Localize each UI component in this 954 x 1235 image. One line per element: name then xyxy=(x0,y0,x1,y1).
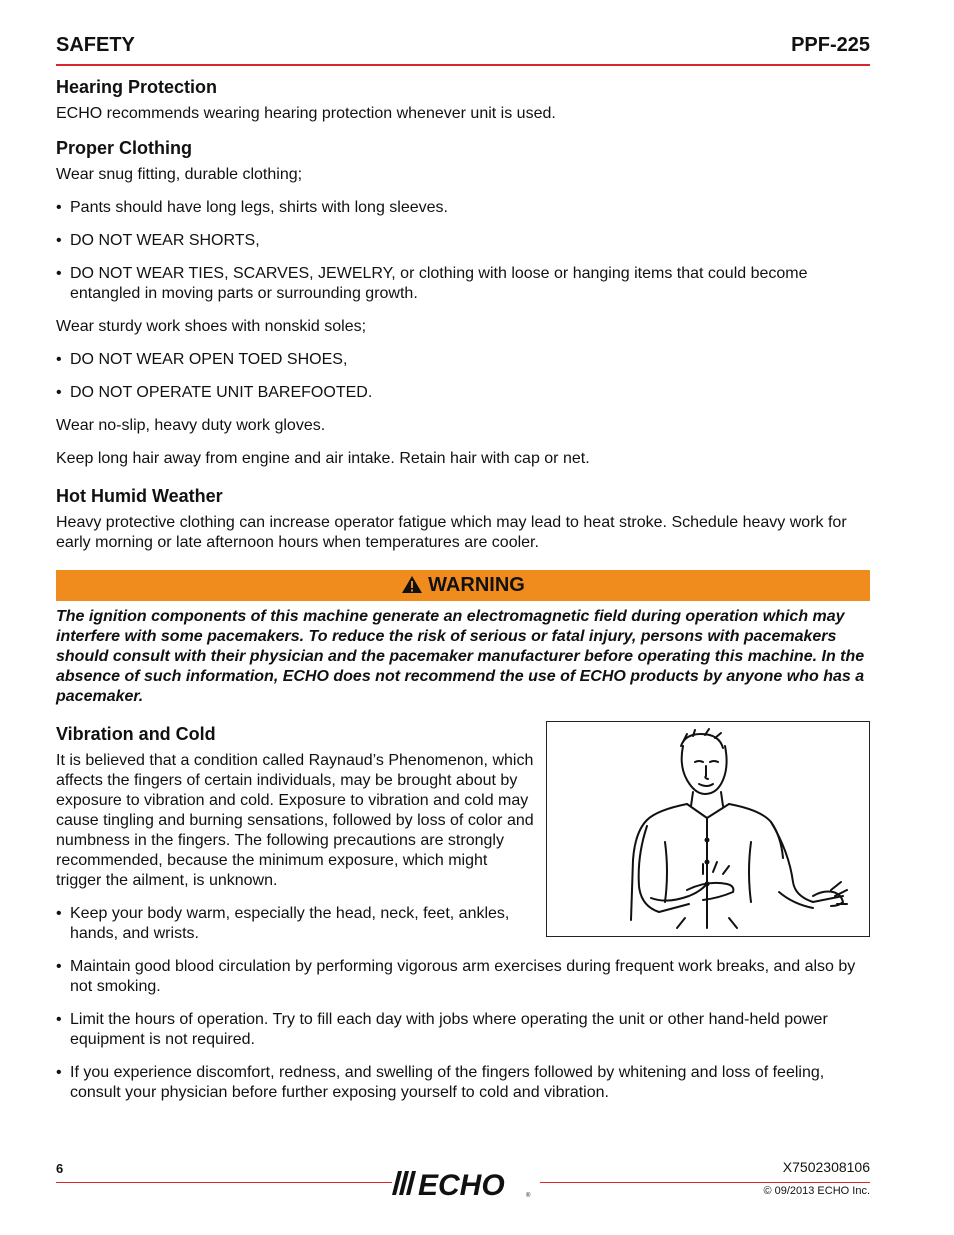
gloves-text: Wear no-slip, heavy duty work gloves. xyxy=(56,417,326,434)
list-item: • Limit the hours of operation. Try to fill each day with jobs where operating the unit or other hand-held power equipment is not required. xyxy=(56,1011,828,1048)
echo-logo xyxy=(392,1167,540,1199)
shoes-text: Wear sturdy work shoes with nonskid soles; xyxy=(56,318,367,335)
list-item: • DO NOT WEAR SHORTS, xyxy=(56,232,260,249)
bullet-icon: • xyxy=(56,199,62,216)
echo-logo-mark xyxy=(392,1167,540,1199)
vibration-heading: Vibration and Cold xyxy=(56,724,216,744)
page-number: 6 xyxy=(56,1161,64,1176)
list-item: • Maintain good blood circulation by performing vigorous arm exercises during frequent work breaks, and also by not smoking. xyxy=(56,958,856,995)
warning-banner xyxy=(56,570,870,601)
warning-label: WARNING xyxy=(428,574,525,596)
raynauds-illustration xyxy=(546,721,870,937)
svg-text:®: ® xyxy=(526,1193,531,1199)
part-number: X7502308106 xyxy=(782,1159,870,1175)
bullet-icon: • xyxy=(56,905,62,922)
hair-text: Keep long hair away from engine and air intake. Retain hair with cap or net. xyxy=(56,450,590,467)
vibration-text: It is believed that a condition called Raynaud’s Phenomenon, which affects the fingers of certain individuals, may be brought about by exposure to vibration and cold. Exposure to vibration and cold may cause tingling and burning sensations, followed by loss of color and numbness in the fingers. The following precautions are strongly recommended, because the minimum exposure, which might trigger the ailment, is unknown. xyxy=(56,752,534,889)
bullet-icon: • xyxy=(56,351,62,368)
bullet-icon: • xyxy=(56,232,62,249)
list-item: • Keep your body warm, especially the head, neck, feet, ankles, hands, and wrists. xyxy=(56,905,510,942)
copyright: © 09/2013 ECHO Inc. xyxy=(763,1185,870,1197)
bullet-icon: • xyxy=(56,1011,62,1028)
page-content xyxy=(56,76,870,1116)
list-item: • Pants should have long legs, shirts with long sleeves. xyxy=(56,199,448,216)
shoes-list xyxy=(56,350,870,403)
bullet-icon: • xyxy=(56,1064,62,1081)
clothing-intro: Wear snug fitting, durable clothing; xyxy=(56,166,303,183)
list-item: • DO NOT OPERATE UNIT BAREFOOTED. xyxy=(56,384,373,401)
bullet-icon: • xyxy=(56,265,62,282)
list-item: • If you experience discomfort, redness, and swelling of the fingers followed by whitening and loss of feeling, consult your physician before further exposing yourself to cold and vibration. xyxy=(56,1064,825,1101)
model-number: PPF-225 xyxy=(791,34,870,56)
page-header xyxy=(56,34,870,66)
vibration-section xyxy=(56,723,870,1103)
section-title: SAFETY xyxy=(56,34,135,56)
vibration-list xyxy=(56,957,870,1103)
warning-text: The ignition components of this machine generate an electromagnetic field during operation which may interfere with some pacemakers. To reduce the risk of serious or fatal injury, persons with pacemakers should consult with their physician and the pacemaker manufacturer before operating this machine. In the absence of such information, ECHO does not recommend the use of ECHO products by anyone who has a pacemaker. xyxy=(56,608,865,705)
clothing-heading: Proper Clothing xyxy=(56,138,192,158)
clothing-list xyxy=(56,198,870,304)
man-examining-hand-illustration xyxy=(547,722,869,936)
warning-triangle-icon xyxy=(401,575,423,594)
list-item: • DO NOT WEAR OPEN TOED SHOES, xyxy=(56,351,348,368)
weather-heading: Hot Humid Weather xyxy=(56,486,223,506)
bullet-icon: • xyxy=(56,958,62,975)
svg-text:ECHO: ECHO xyxy=(418,1169,505,1199)
bullet-icon: • xyxy=(56,384,62,401)
list-item: • DO NOT WEAR TIES, SCARVES, JEWELRY, or clothing with loose or hanging items that could become entangled in moving parts or surrounding growth. xyxy=(56,265,808,302)
page-footer xyxy=(56,1157,870,1207)
hearing-heading: Hearing Protection xyxy=(56,77,218,97)
hearing-text: ECHO recommends wearing hearing protection whenever unit is used. xyxy=(56,105,556,122)
weather-text: Heavy protective clothing can increase operator fatigue which may lead to heat stroke. Schedule heavy work for early morning or late afternoon hours when temperatures are cooler. xyxy=(56,514,847,551)
